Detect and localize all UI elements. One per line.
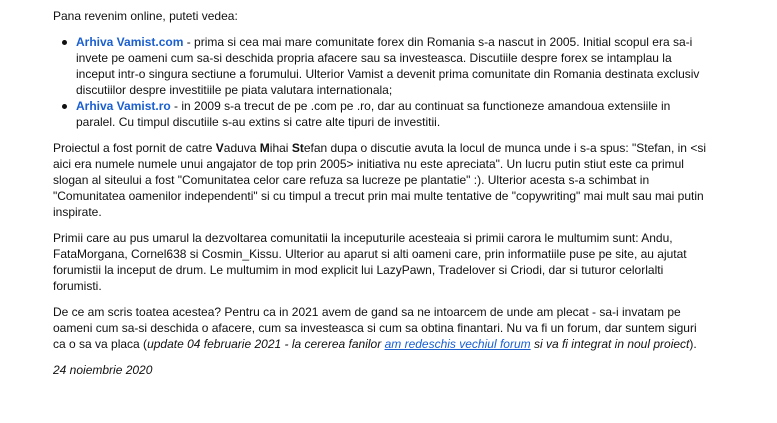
text-segment: De ce am scris toatea acestea? Pentru ca in 2021 avem de gand sa ne intoarcem de unde am plecat - sa-i invatam pe oameni cum sa-si deschida o afacere, cum sa investeasca si cum sa obtina finantari. Nu va fi un forum, dar suntem siguri ca o sa va placa ( — [53, 305, 697, 351]
thanks-paragraph: Primii care au pus umarul la dezvoltarea comunitatii la inceputurile acesteaia si primii carora le multumim sunt: Andu, FataMorgana, Cornel638 si Cosmin_Kissu. Ulterior au aparut si alti oameni care, prin informatiile puse pe site, au ajutat forumistii la inceput de drum. Le multumim in mod explicit lui LazyPawn, Tradelover si Criodi, dar si tuturor celorlalti forumisti. — [53, 231, 687, 293]
archive-vamist-com-link[interactable]: Arhiva Vamist.com — [76, 35, 184, 49]
page-content — [53, 8, 708, 378]
text-segment: aduva — [223, 141, 260, 155]
update-note: update 04 februarie 2021 - la cererea fanilor — [147, 337, 385, 351]
list-item — [76, 98, 708, 130]
bullet-icon — [62, 40, 67, 45]
bold-initial: V — [215, 141, 224, 155]
bold-initial: St — [291, 141, 304, 155]
date-text — [53, 362, 708, 378]
archive-vamist-ro-link[interactable]: Arhiva Vamist.ro — [76, 99, 171, 113]
list-item-text: - in 2009 s-a trecut de pe .com pe .ro, dar au continuat sa functioneze amandoua extensiile in paralel. Cu timpul discutiile s-au extins si catre alte tipuri de investitii. — [76, 99, 671, 129]
text-segment: ). — [689, 337, 697, 351]
intro-text: Pana revenim online, puteti vedea: — [53, 9, 238, 23]
date-value: 24 noiembrie 2020 — [53, 363, 153, 377]
plans-paragraph — [53, 304, 708, 352]
text-segment: Proiectul a fost pornit de catre — [53, 141, 216, 155]
list-item — [76, 34, 708, 98]
text-segment: ihai — [269, 141, 292, 155]
archive-list — [53, 34, 708, 130]
list-item-text: - prima si cea mai mare comunitate forex din Romania s-a nascut in 2005. Initial scopul era sa-i invete pe oameni cum sa-si deschida propria afacere sau sa investeasca. Discutiile despre forex se intamplau la inceput intr-o singura sectiune a forumului. Ulterior Vamist a devenit prima comunitate din Romania destinata exclusiv discutiilor despre investitiile pe piata valutara internationala; — [76, 35, 700, 97]
history-paragraph — [53, 140, 708, 220]
old-forum-link[interactable]: am redeschis vechiul forum — [384, 337, 531, 351]
text-segment: efan dupa o discutie avuta la locul de munca unde i s-a spus: "Stefan, in <si aici era numele numele unui angajator de top prin 2005> initiativa nu este apreciata". Un lucru putin stiut este ca primul slogan al siteului a fost "Comunitatea celor care refuza sa lucreze pe plantatie" :). Ulterior acesta s-a schimbat in "Comunitatea oamenilor independenti" si cu timpul a trecut prin mai multe tentative de "copywriting" mai mult sau mai putin inspirate. — [53, 141, 706, 219]
bold-initial: M — [259, 141, 270, 155]
bullet-icon — [62, 104, 67, 109]
update-note: si va fi integrat in noul proiect — [530, 337, 690, 351]
